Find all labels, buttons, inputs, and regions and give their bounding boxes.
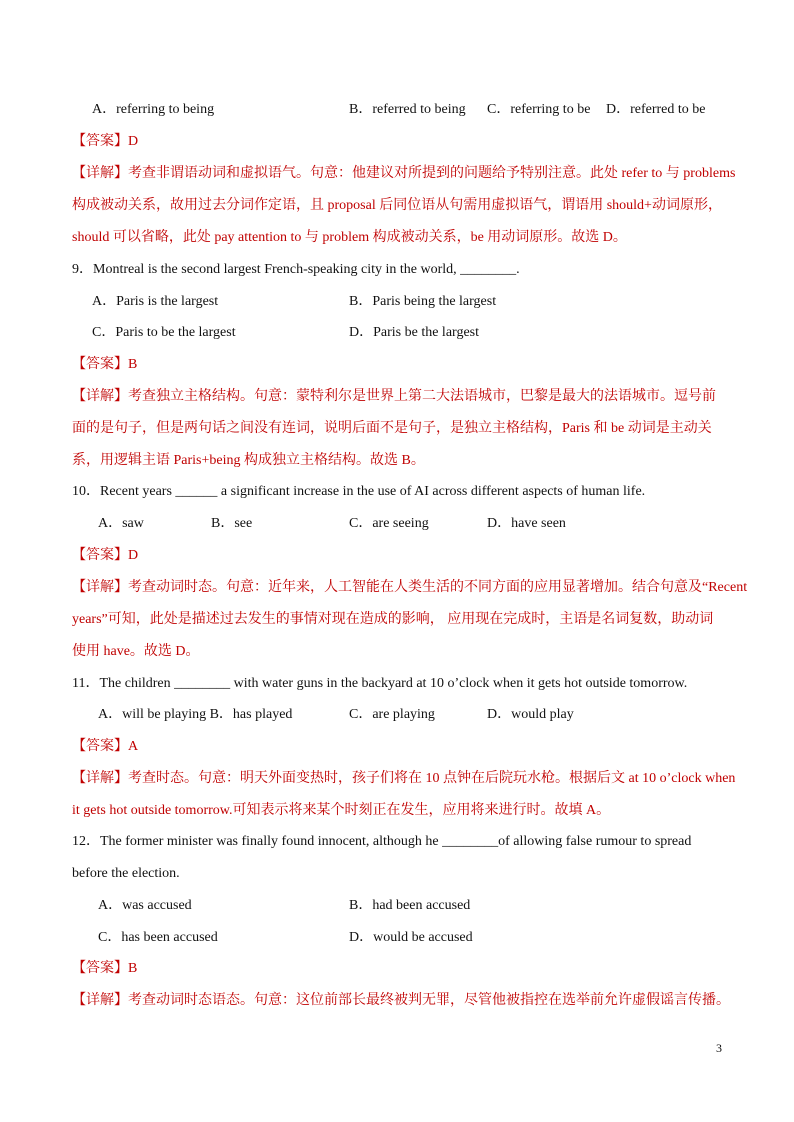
q9-option-b: B．Paris being the largest <box>349 294 497 309</box>
q9-stem: 9．Montreal is the second largest French-speaking city in the world, ________. <box>72 262 520 277</box>
q12-option-c: C．has been accused <box>98 930 218 945</box>
q11-option-d: D．would play <box>487 707 574 722</box>
q10-option-c: C．are seeing <box>349 516 429 531</box>
q10-option-b: B．see <box>211 516 253 531</box>
q10-detail-line-3: 使用 have。故选 D。 <box>72 644 200 659</box>
q8-option-c: C．referring to be <box>487 102 591 117</box>
q12-option-d: D．would be accused <box>349 930 473 945</box>
q11-option-c: C．are playing <box>349 707 435 722</box>
q9-option-c: C．Paris to be the largest <box>92 325 236 340</box>
q12-option-b: B．had been accused <box>349 898 471 913</box>
q12-option-a: A．was accused <box>98 898 192 913</box>
q9-detail-line-1: 【详解】考查独立主格结构。句意：蒙特利尔是世界上第二大法语城市，巴黎是最大的法语城市。逗号前 <box>72 389 716 404</box>
q8-detail-line-2: 构成被动关系，故用过去分词作定语，且 proposal 后同位语从句需用虚拟语气，谓语用 should+动词原形， <box>72 198 722 213</box>
q8-option-d: D．referred to be <box>606 102 706 117</box>
q8-detail-line-1: 【详解】考查非谓语动词和虚拟语气。句意：他建议对所提到的问题给予特别注意。此处 refer to 与 problems <box>72 166 736 181</box>
q11-detail-line-2: it gets hot outside tomorrow.可知表示将来某个时刻正在发生，应用将来进行时。故填 A。 <box>72 803 611 818</box>
q11-answer: 【答案】A <box>72 739 139 754</box>
q8-answer: 【答案】D <box>72 134 139 149</box>
q11-stem: 11．The children ________ with water guns in the backyard at 10 o’clock when it gets hot outside tomorrow. <box>72 676 688 691</box>
q9-answer: 【答案】B <box>72 357 138 372</box>
q8-option-a: A．referring to being <box>92 102 215 117</box>
q8-detail-line-3: should 可以省略，此处 pay attention to 与 problem 构成被动关系，be 用动词原形。故选 D。 <box>72 230 627 245</box>
q9-detail-line-3: 系，用逻辑主语 Paris+being 构成独立主格结构。故选 B。 <box>72 453 425 468</box>
q12-detail-line-1: 【详解】考查动词时态语态。句意：这位前部长最终被判无罪，尽管他被指控在选举前允许虚假谣言传播。 <box>72 993 730 1008</box>
q10-detail-line-2: years”可知，此处是描述过去发生的事情对现在造成的影响， 应用现在完成时，主语是名词复数，助动词 <box>72 612 714 627</box>
q10-option-a: A．saw <box>98 516 144 531</box>
q8-option-b: B．referred to being <box>349 102 466 117</box>
q10-stem: 10．Recent years ______ a significant increase in the use of AI across different aspects of human life. <box>72 484 646 499</box>
q9-detail-line-2: 面的是句子，但是两句话之间没有连词，说明后面不是句子，是独立主格结构，Paris 和 be 动词是主动关 <box>72 421 712 436</box>
q12-stem-line-2: before the election. <box>72 866 180 881</box>
q11-detail-line-1: 【详解】考查时态。句意：明天外面变热时，孩子们将在 10 点钟在后院玩水枪。根据后文 at 10 o’clock when <box>72 771 736 786</box>
q11-option-ab: A．will be playing B．has played <box>98 707 293 722</box>
q10-detail-line-1: 【详解】考查动词时态。句意：近年来，人工智能在人类生活的不同方面的应用显著增加。结合句意及“Recent <box>72 580 748 595</box>
q12-answer: 【答案】B <box>72 961 138 976</box>
q10-option-d: D．have seen <box>487 516 566 531</box>
q10-answer: 【答案】D <box>72 548 139 563</box>
page-number: 3 <box>716 1041 722 1055</box>
q12-stem-line-1: 12．The former minister was finally found innocent, although he ________of allowing false rumour to spread <box>72 834 692 849</box>
q9-option-d: D．Paris be the largest <box>349 325 479 340</box>
q9-option-a: A．Paris is the largest <box>92 294 219 309</box>
